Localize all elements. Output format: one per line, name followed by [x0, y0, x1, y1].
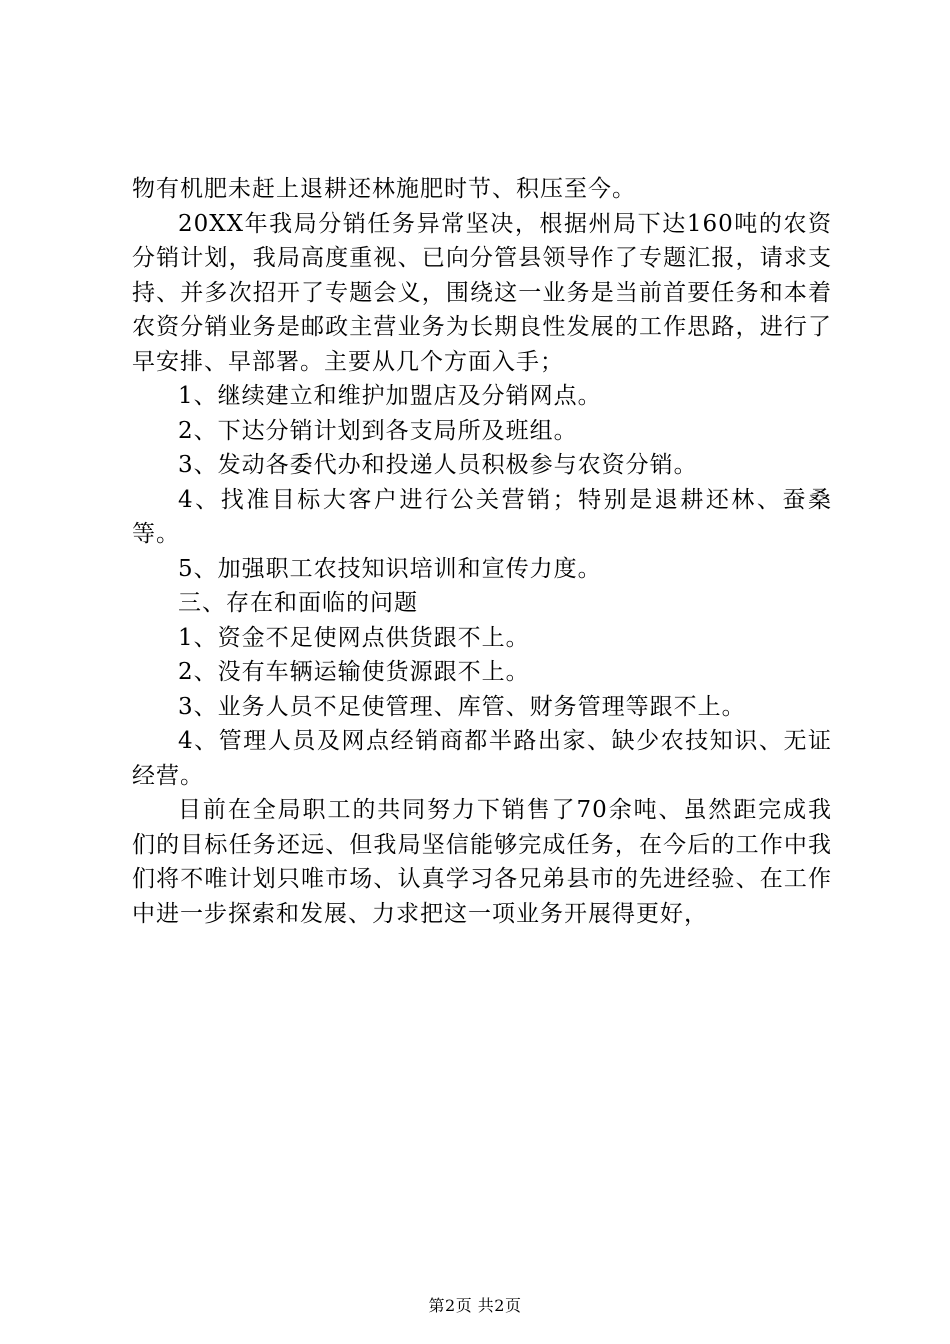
- measure-item-2: 2、下达分销计划到各支局所及班组。: [178, 417, 578, 444]
- measure-item-3: 3、发动各委代办和投递人员积极参与农资分销。: [178, 452, 698, 478]
- problem-item-1: 1、资金不足使网点供货跟不上。: [178, 624, 530, 651]
- paragraph-conclusion: 目前在全局职工的共同努力下销售了70余吨、虽然距完成我们的目标任务还远、但我局坚信能够完成任务，在今后的工作中我们将不唯计划只唯市场、认真学习各兄弟县市的先进经验、在工作中进一步探索和发展、力求把这一项业务开展得更好，: [132, 797, 832, 927]
- paragraph-sales-task: 20XX年我局分销任务异常坚决，根据州局下达160吨的农资分销计划，我局高度重视、已向分管县领导作了专题汇报，请求支持、并多次招开了专题会义，围绕这一业务是当前首要任务和本着农资分销业务是邮政主营业务为长期良性发展的工作思路，进行了早安排、早部署。主要从几个方面入手；: [132, 210, 832, 375]
- paragraph-continuation: 物有机肥未赶上退耕还林施肥时节、积压至今。: [132, 176, 636, 202]
- page-footer: 第2页 共2页: [428, 1296, 522, 1315]
- document-body: [132, 172, 832, 931]
- problem-item-3: 3、业务人员不足使管理、库管、财务管理等跟不上。: [178, 693, 746, 720]
- problem-item-2: 2、没有车辆运输使货源跟不上。: [178, 659, 530, 685]
- problem-item-4: 4、管理人员及网点经销商都半路出家、缺少农技知识、无证经营。: [132, 728, 832, 789]
- measure-item-5: 5、加强职工农技知识培训和宣传力度。: [178, 555, 602, 582]
- measure-item-4: 4、找准目标大客户进行公关营销；特别是退耕还林、蚕桑等。: [132, 486, 832, 547]
- measure-item-1: 1、继续建立和维护加盟店及分销网点。: [178, 383, 602, 409]
- section-heading-problems: 三、存在和面临的问题: [178, 590, 418, 616]
